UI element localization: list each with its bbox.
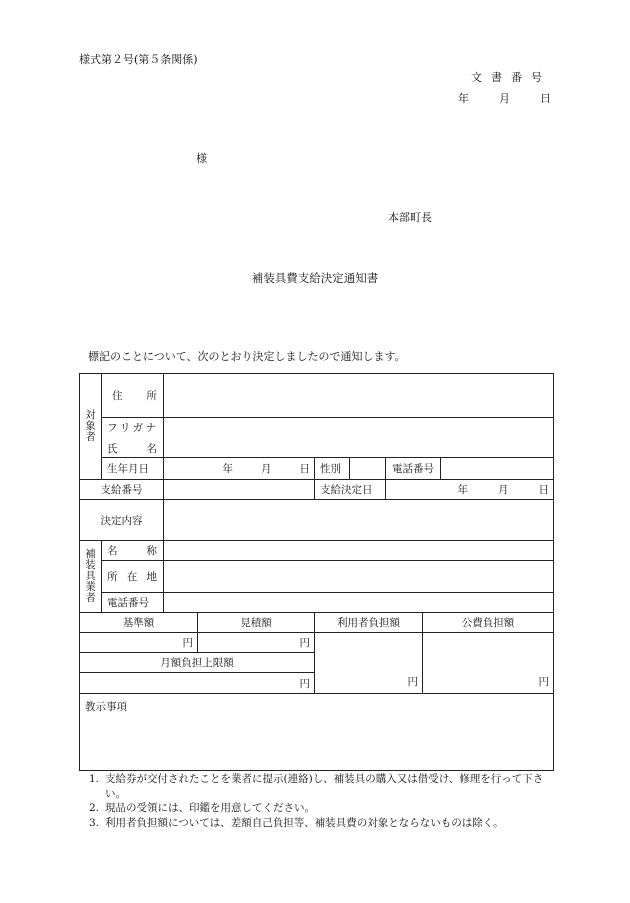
addressee-suffix: 様 [196,152,207,165]
decision-content-field[interactable] [164,500,554,541]
note-item: 3. 利用者負担額については、差額自己負担等、補装具費の対象とならないものは除く。 [89,816,504,829]
issue-day-label: 日 [540,92,551,105]
public-burden-field[interactable]: 円 [423,633,554,694]
issue-year-label: 年 [458,92,469,105]
issue-date [458,93,551,104]
gender-field[interactable] [350,458,386,480]
birth-date-field[interactable]: 年 月 日 [164,458,315,480]
document-title: 補装具費支給決定通知書 [251,271,379,285]
notes-list [89,772,557,830]
instructions-label: 教示事項 [85,701,127,713]
document-number-label: 文書番号 [471,71,551,84]
issue-month-label: 月 [499,92,510,105]
gender-label: 性別 [315,458,350,480]
monthly-cap-field[interactable]: 円 [80,673,315,694]
note-item: 2. 現品の受領には、印鑑を用意してください。 [89,802,315,814]
issuer-name: 本部町長 [388,211,432,224]
decision-form-table [79,373,554,771]
vendor-phone-label: 電話番号 [102,593,164,613]
phone-field[interactable] [441,458,554,480]
vendor-group-label: 補 装 具 業 者 [80,541,102,613]
furigana-label: フ リ ガ ナ [107,421,157,434]
birth-date-label: 生年月日 [102,458,164,480]
decision-content-label: 決定内容 [80,500,164,541]
user-burden-label: 利用者負担額 [315,613,423,633]
note-item: 1. 支給券が交付されたことを業者に提示(連絡)し、補装具の購入又は借受け、修理を行って下さい。 [89,773,544,800]
public-burden-label: 公費負担額 [423,613,554,633]
payment-number-label: 支給番号 [80,480,164,500]
payment-decision-date-label: 支給決定日 [315,480,386,500]
name-label: 氏 名 [107,442,157,455]
standard-amount-label: 基準額 [80,613,198,633]
subject-group-label: 対 象 者 [80,374,102,480]
address-label: 住 所 [102,374,164,418]
name-field[interactable] [164,418,554,458]
vendor-name-field[interactable] [164,541,554,561]
standard-amount-field[interactable]: 円 [80,633,198,653]
phone-label: 電話番号 [386,458,441,480]
user-burden-field[interactable]: 円 [315,633,423,694]
name-label-cell [102,418,164,458]
instructions-cell[interactable] [80,694,554,771]
vendor-phone-field[interactable] [164,593,554,613]
monthly-cap-label: 月額負担上限額 [80,653,315,673]
estimate-amount-label: 見積額 [198,613,315,633]
payment-number-field[interactable] [164,480,315,500]
form-code: 様式第２号(第５条関係) [79,53,198,66]
address-field[interactable] [164,374,554,418]
vendor-location-field[interactable] [164,561,554,593]
vendor-name-label: 名 称 [102,541,164,561]
estimate-amount-field[interactable]: 円 [198,633,315,653]
payment-decision-date-field[interactable]: 年 月 日 [386,480,554,500]
vendor-location-label: 所 在 地 [102,561,164,593]
intro-text: 標記のことについて、次のとおり決定しましたので通知します。 [88,350,406,363]
